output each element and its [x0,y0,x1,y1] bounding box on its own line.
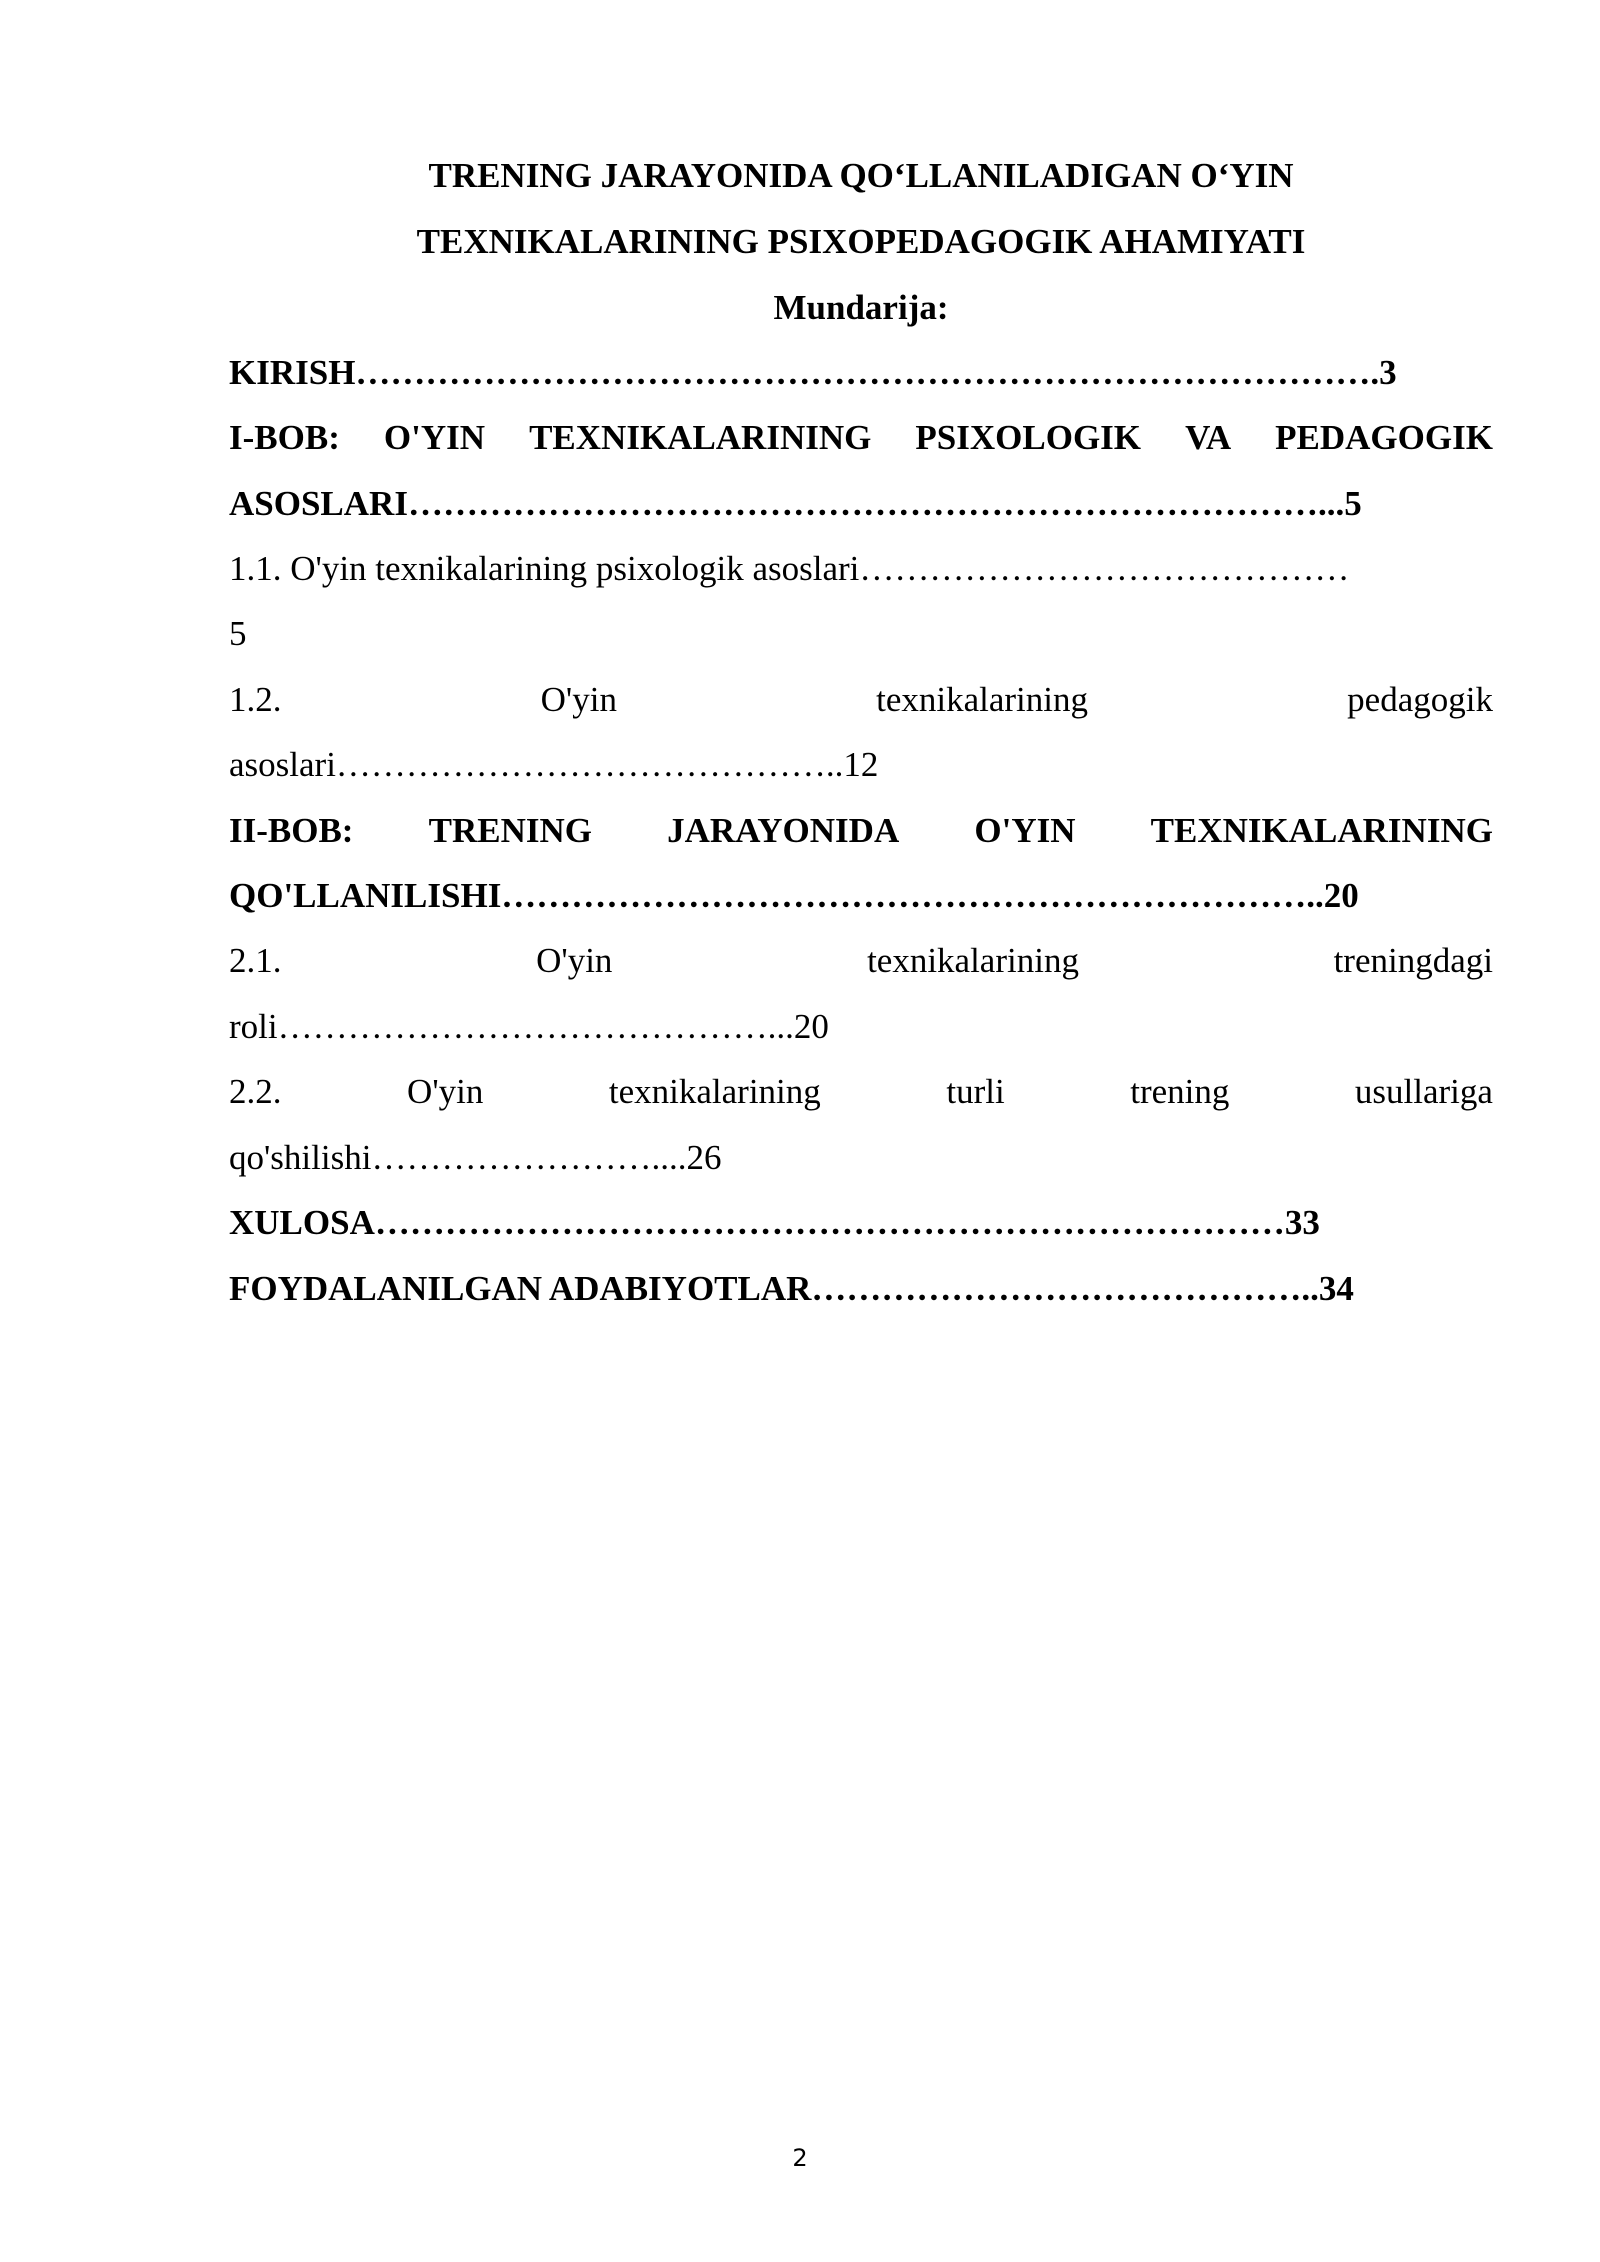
toc-word: turli [946,1072,1005,1111]
toc-word: O'yin [536,941,613,980]
document-title-line-2: TEXNIKALARINING PSIXOPEDAGOGIK AHAMIYATI [416,222,1306,261]
toc-word: O'YIN [383,418,486,457]
toc-word: 1.2. [229,680,282,719]
toc-heading: Mundarija: [773,288,949,327]
toc-word: I-BOB: [229,418,340,457]
toc-word: TEXNIKALARINING [1150,811,1493,850]
toc-entry-adabiyotlar: FOYDALANILGAN ADABIYOTLAR……………………………………..34 [229,1269,1354,1308]
toc-entry-1-1-page: 5 [229,614,247,653]
toc-entry-kirish: KIRISH…………………………………………………………………………….3 [229,353,1397,392]
toc-entry-2-2 [229,1059,1493,1125]
toc-entry-2-1-continuation: roli……………………………………...20 [229,1007,829,1046]
toc-word: texnikalarining [867,941,1079,980]
toc-word: JARAYONIDA [667,811,900,850]
toc-entry-bob2-continuation: QO'LLANILISHI……………………………………………………………..20 [229,876,1359,915]
toc-word: TRENING [428,811,592,850]
toc-entry-bob2 [229,798,1493,864]
toc-word: O'yin [407,1072,484,1111]
toc-word: PSIXOLOGIK [915,418,1142,457]
toc-word: usullariga [1354,1072,1493,1111]
toc-entry-2-1 [229,928,1493,994]
toc-entry-xulosa: XULOSA……………………………………………………………………33 [229,1203,1320,1242]
toc-word: O'yin [540,680,617,719]
toc-word: pedagogik [1347,680,1493,719]
toc-entry-2-2-continuation: qo'shilishi……………………....26 [229,1138,722,1177]
toc-word: II-BOB: [229,811,354,850]
toc-word: 2.2. [229,1072,282,1111]
toc-word: TEXNIKALARINING [529,418,872,457]
toc-word: 2.1. [229,941,282,980]
toc-entry-1-2-continuation: asoslari……………………………………..12 [229,745,879,784]
toc-word: trening [1130,1072,1230,1111]
toc-word: PEDAGOGIK [1275,418,1493,457]
toc-word: O'YIN [974,811,1076,850]
toc-word: treningdagi [1333,941,1493,980]
toc-entry-bob1-continuation: ASOSLARI……………………………………………………………………...5 [229,484,1362,523]
page-number: 2 [792,2144,808,2172]
toc-word: texnikalarining [876,680,1089,719]
toc-entry-bob1 [229,405,1493,471]
toc-word: VA [1185,418,1232,457]
toc-word: texnikalarining [608,1072,821,1111]
document-title-line-1: TRENING JARAYONIDA QO‘LLANILADIGAN O‘YIN [428,156,1294,195]
toc-entry-1-1: 1.1. O'yin texnikalarining psixologik asoslari…………………………………… [229,549,1350,588]
toc-entry-1-2 [229,667,1493,733]
